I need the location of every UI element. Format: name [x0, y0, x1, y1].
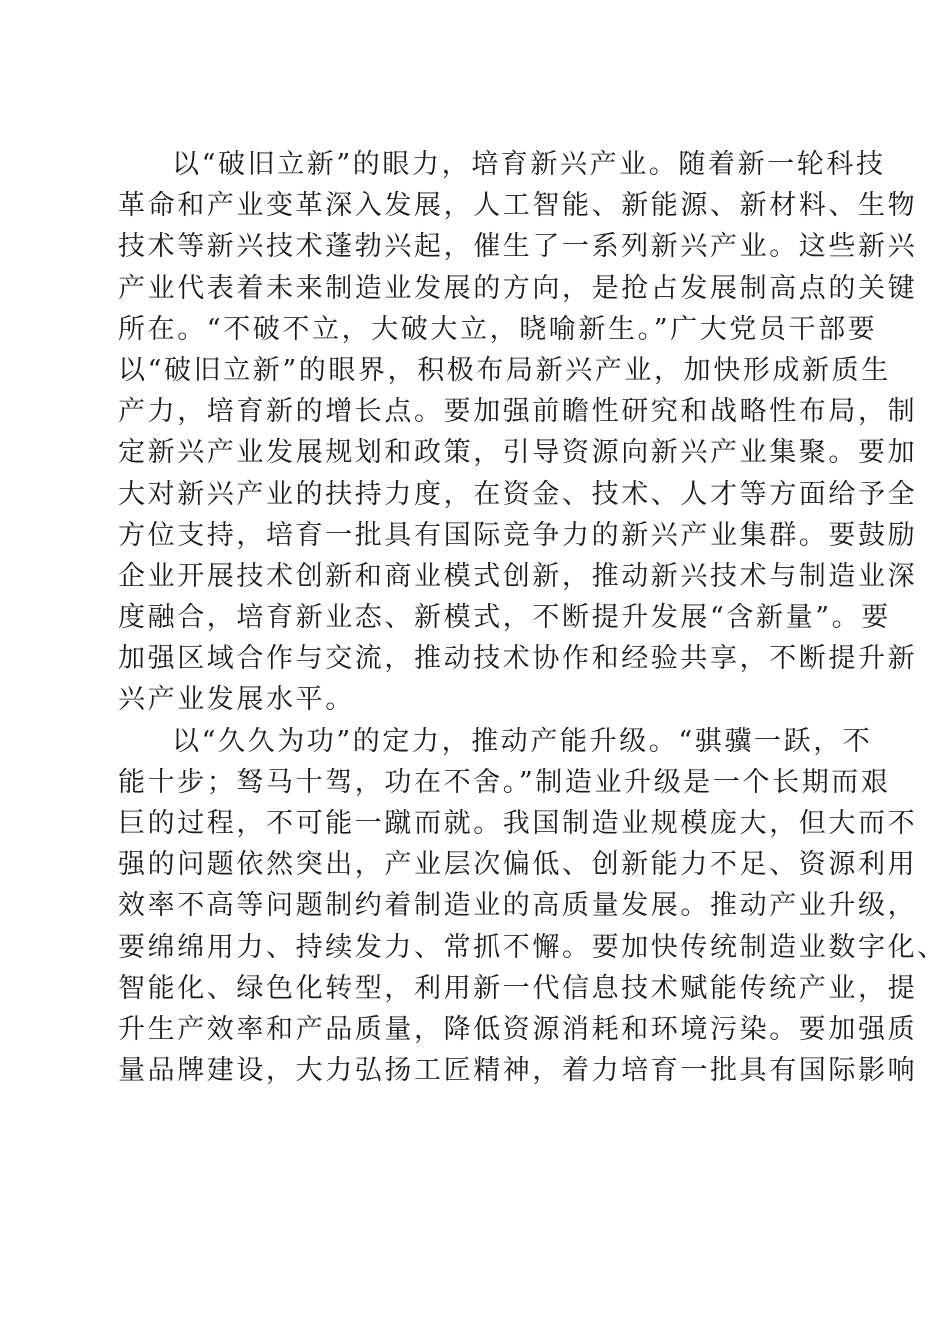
text-line: 以“久久为功”的定力，推动产能升级。“骐骥一跃，不	[172, 725, 873, 757]
body-text	[118, 144, 947, 1091]
text-line: 强的问题依然突出，产业层次偏低、创新能力不足、资源利用	[118, 849, 918, 881]
text-line: 智能化、绿色化转型，利用新一代信息技术赋能传统产业，提	[118, 972, 918, 1004]
text-line: 要绵绵用力、持续发力、常抓不懈。要加快传统制造业数字化、	[118, 931, 947, 963]
text-line: 加强区域合作与交流，推动技术协作和经验共享，不断提升新	[118, 643, 918, 675]
text-line: 产业代表着未来制造业发展的方向，是抢占发展制高点的关键	[118, 272, 918, 304]
text-line: 企业开展技术创新和商业模式创新，推动新兴技术与制造业深	[118, 560, 918, 592]
text-line: 升生产效率和产品质量，降低资源消耗和环境污染。要加强质	[118, 1013, 918, 1045]
text-line: 以“破旧立新”的眼力，培育新兴产业。随着新一轮科技	[172, 149, 886, 180]
text-line: 以“破旧立新”的眼界，积极布局新兴产业，加快形成新质生	[118, 354, 891, 386]
text-line: 度融合，培育新业态、新模式，不断提升发展“含新量”。要	[118, 602, 891, 634]
text-line: 产力，培育新的增长点。要加强前瞻性研究和战略性布局，制	[118, 396, 918, 428]
paragraph-1	[118, 144, 918, 721]
text-line: 方位支持，培育一批具有国际竞争力的新兴产业集群。要鼓励	[118, 519, 918, 551]
text-line: 量品牌建设，大力弘扬工匠精神，着力培育一批具有国际影响	[118, 1055, 918, 1087]
text-line: 革命和产业变革深入发展，人工智能、新能源、新材料、生物	[118, 190, 918, 222]
text-line: 兴产业发展水平。	[118, 684, 355, 716]
text-line: 巨的过程，不可能一蹴而就。我国制造业规模庞大，但大而不	[118, 808, 918, 839]
text-line: 能十步；驽马十驾，功在不舍。”制造业升级是一个长期而艰	[118, 766, 891, 798]
text-line: 大对新兴产业的扶持力度，在资金、技术、人才等方面给予全	[118, 478, 918, 510]
paragraph-2	[118, 721, 947, 1092]
text-line: 效率不高等问题制约着制造业的高质量发展。推动产业升级，	[118, 890, 918, 922]
text-line: 所在。“不破不立，大破大立，晓喻新生。”广大党员干部要	[118, 313, 878, 345]
text-line: 技术等新兴技术蓬勃兴起，催生了一系列新兴产业。这些新兴	[118, 231, 918, 263]
text-line: 定新兴产业发展规划和政策，引导资源向新兴产业集聚。要加	[118, 437, 918, 469]
